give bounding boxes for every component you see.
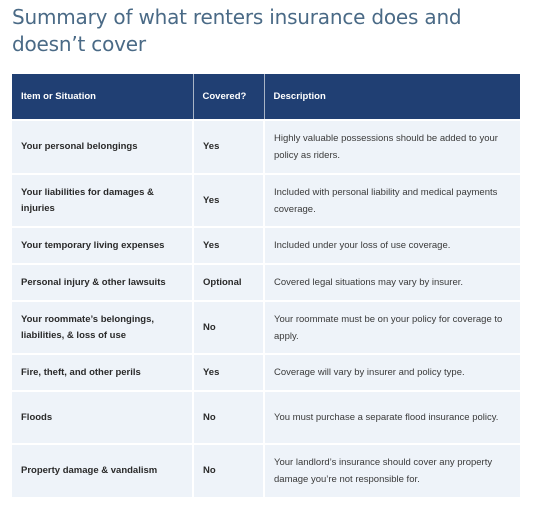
covered-cell: Yes (193, 354, 264, 391)
description-cell: Your landlord’s insurance should cover any property damage you’re not responsible for. (264, 444, 520, 497)
item-cell: Floods (12, 391, 193, 444)
covered-cell: No (193, 301, 264, 354)
column-header-description: Description (264, 74, 520, 120)
table-row (12, 174, 520, 227)
table-row (12, 264, 520, 301)
item-cell: Your personal belongings (12, 120, 193, 174)
item-cell: Fire, theft, and other perils (12, 354, 193, 391)
table-body (12, 120, 520, 497)
description-cell: Covered legal situations may vary by insurer. (264, 264, 520, 301)
table-header (12, 74, 520, 120)
header-row (12, 74, 520, 120)
table-row (12, 354, 520, 391)
covered-cell: No (193, 444, 264, 497)
covered-cell: Yes (193, 227, 264, 264)
description-cell: Included under your loss of use coverage. (264, 227, 520, 264)
description-cell: You must purchase a separate flood insurance policy. (264, 391, 520, 444)
item-cell: Your liabilities for damages & injuries (12, 174, 193, 227)
item-cell: Personal injury & other lawsuits (12, 264, 193, 301)
table-row (12, 227, 520, 264)
covered-cell: Yes (193, 174, 264, 227)
table-row (12, 301, 520, 354)
covered-cell: Optional (193, 264, 264, 301)
coverage-summary-table (12, 74, 520, 497)
page-title: Summary of what renters insurance does and doesn’t cover (12, 5, 462, 56)
column-header-item: Item or Situation (12, 74, 193, 120)
table-row (12, 391, 520, 444)
description-cell: Coverage will vary by insurer and policy type. (264, 354, 520, 391)
item-cell: Property damage & vandalism (12, 444, 193, 497)
description-cell: Highly valuable possessions should be added to your policy as riders. (264, 120, 520, 174)
covered-cell: No (193, 391, 264, 444)
item-cell: Your temporary living expenses (12, 227, 193, 264)
covered-cell: Yes (193, 120, 264, 174)
table-row (12, 444, 520, 497)
column-header-covered: Covered? (193, 74, 264, 120)
description-cell: Your roommate must be on your policy for coverage to apply. (264, 301, 520, 354)
table-row (12, 120, 520, 174)
item-cell: Your roommate’s belongings, liabilities, & loss of use (12, 301, 193, 354)
description-cell: Included with personal liability and medical payments coverage. (264, 174, 520, 227)
